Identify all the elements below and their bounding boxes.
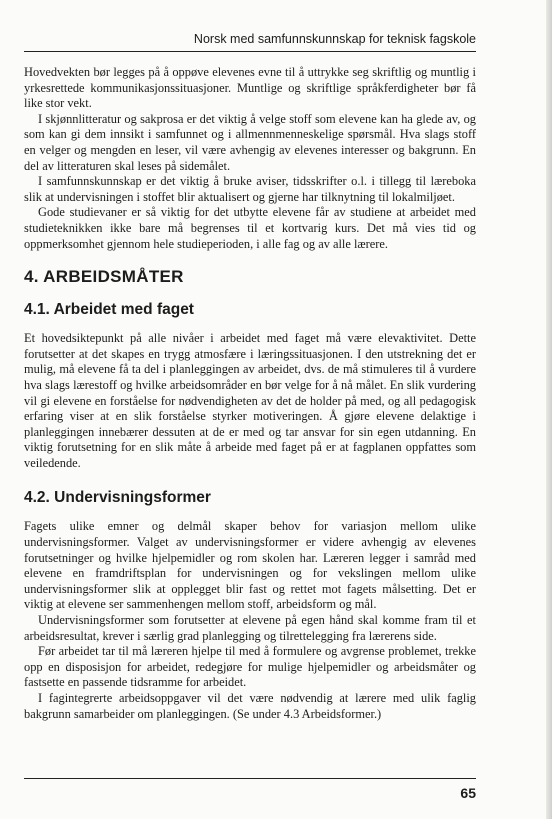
- section-4-1-paragraph-1: Et hovedsiktepunkt på alle nivåer i arbeidet med faget må være elevaktivitet. Dette forutsetter at det skapes en trygg atmosfære i læringssituasjonen. I den utstrekning det er mulig, må elevene få ta del i planleggingen av arbeidet, dvs. de må stimuleres til å vurdere hva slags lærestoff og hvilke arbeidsområder en bør velge for å nå målet. En slik vurdering vil gi elevene en forståelse for nødvendigheten av det de holder på med, og all pedagogisk erfaring viser at en slik forståelse styrker motiveringen. Å gjøre elevene delaktige i planleggingen innebærer dessuten at de er med og tar ansvar for sin egen utdanning. En viktig forutsetning for en slik måte å arbeide med faget på er at fagplanen oppfattes som veiledende.: [24, 331, 476, 470]
- page-body: [24, 65, 476, 722]
- intro-paragraph-1: Hovedvekten bør legges på å oppøve elevenes evne til å uttrykke seg skriftlig og muntlig i yrkesrettede kommunikasjonssituasjoner. Muntlige og skriftlige språkferdigheter bør få like stor vekt.: [24, 65, 476, 111]
- intro-paragraph-4: Gode studievaner er så viktig for det utbytte elevene får av studiene at arbeidet med studieteknikken ikke bare må begrenses til et kortvarig kurs. Det må vies tid og oppmerksomhet gjennom hele studieperioden, i alle fag og av alle lærere.: [24, 205, 476, 251]
- chapter-heading: 4. ARBEIDSMÅTER: [24, 267, 184, 287]
- intro-paragraph-2: I skjønnlitteratur og sakprosa er det viktig å velge stoff som elevene kan ha glede av, og som kan gi dem innsikt i samfunnet og i allmennmenneskelige spørsmål. Hva slags stoff en velger og mengden en leser, vil være avhengig av elevenes interesser og bakgrunn. En del av litteraturen skal leses på sidemålet.: [24, 111, 476, 173]
- running-header: Norsk med samfunnskunnskap for teknisk fagskole: [193, 32, 476, 46]
- footer-divider: [24, 778, 476, 779]
- section-4-2-paragraph-4: I fagintegrerte arbeidsoppgaver vil det være nødvendig at lærere med ulik faglig bakgrunn samarbeider om planleggingen. (Se under 4.3 Arbeidsformer.): [24, 691, 476, 721]
- intro-paragraph-3: I samfunnskunnskap er det viktig å bruke aviser, tidsskrifter o.l. i tillegg til læreboka slik at undervisningen i stoffet blir aktualisert og gjerne har tilknytning til lokalmiljøet.: [24, 174, 476, 204]
- page-edge-shadow: [546, 0, 552, 819]
- section-4-2-paragraph-2: Undervisningsformer som forutsetter at elevene på egen hånd skal komme fram til et arbeidsresultat, krever i særlig grad planlegging og tilrettelegging fra lærerens side.: [24, 613, 476, 643]
- section-heading-4-2: 4.2. Undervisningsformer: [24, 489, 211, 507]
- section-heading-4-1: 4.1. Arbeidet med faget: [24, 301, 194, 319]
- section-4-2-paragraph-1: Fagets ulike emner og delmål skaper behov for variasjon mellom ulike undervisningsformer. Valget av undervisningsformer er videre avhengig av elevenes forutsetninger og hvilke hjelpemidler og rom skolen har. Læreren legger i samråd med elevene en framdriftsplan for undervisningen og for vekslingen mellom ulike undervisningsformer slik at opplegget blir fast og rettet mot fagets målsetting. Det er viktig at elevene ser sammenhengen mellom stoff, arbeidsform og mål.: [24, 519, 476, 612]
- section-4-2-paragraph-3: Før arbeidet tar til må læreren hjelpe til med å formulere og avgrense problemet, trekke opp en disposisjon for arbeidet, redegjøre for mulige hjelpemidler og arbeidsmåter og fastsette en passende tidsramme for arbeidet.: [24, 644, 476, 690]
- header-divider: [24, 51, 476, 52]
- page-number: 65: [460, 785, 476, 801]
